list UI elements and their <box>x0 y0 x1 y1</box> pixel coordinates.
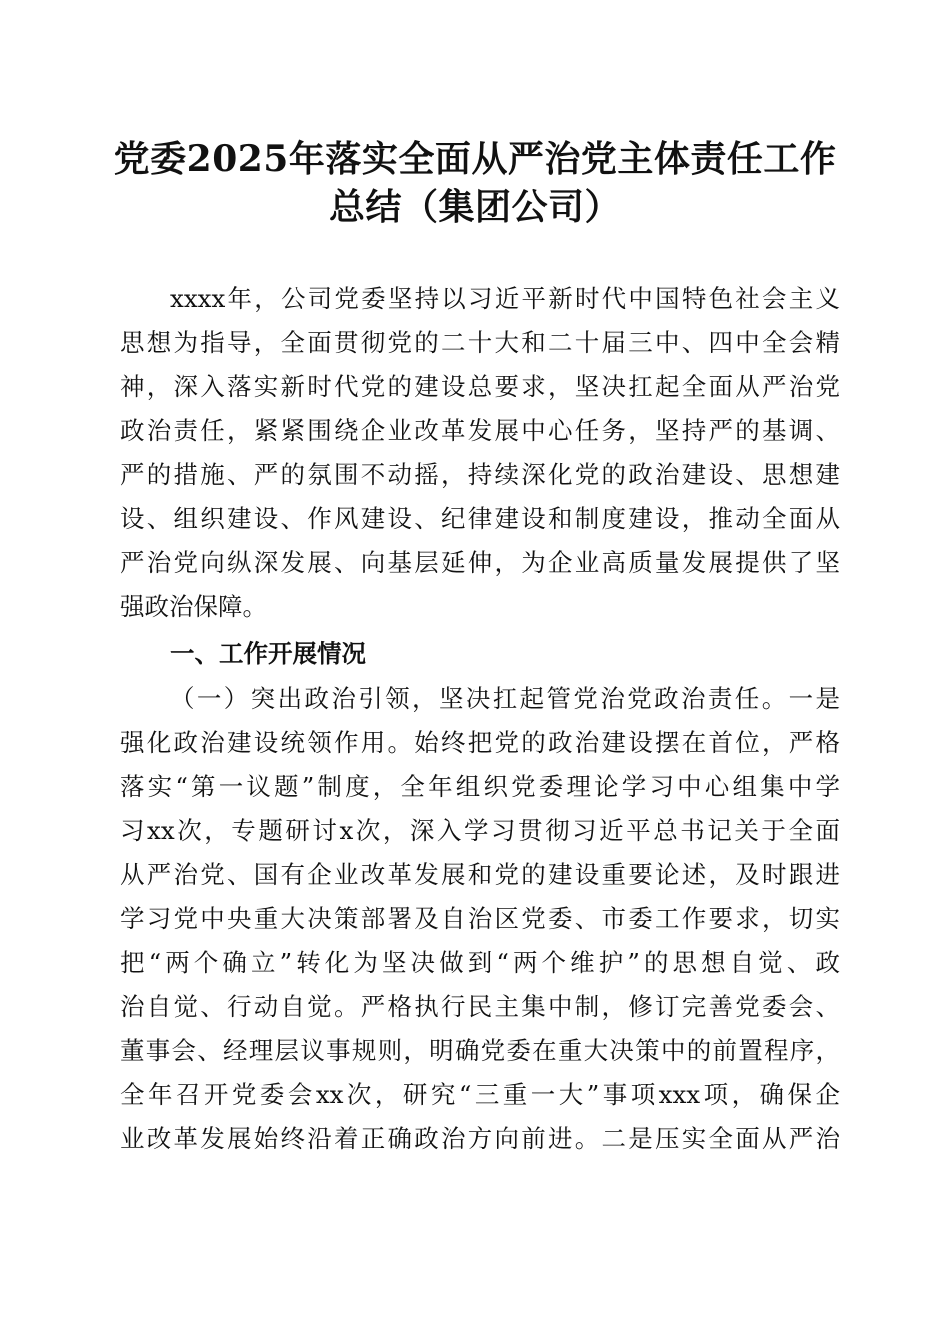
intro-line: 政治责任，紧紧围绕企业改革发展中心任务，坚持严的基调、 <box>120 416 840 445</box>
body-line: 强化政治建设统领作用。始终把党的政治建设摆在首位，严格 <box>120 728 840 757</box>
body-line: 落实“第一议题”制度，全年组织党委理论学习中心组集中学 <box>120 772 840 801</box>
intro-line: xxxx年，公司党委坚持以习近平新时代中国特色社会主义 <box>170 284 840 313</box>
body-line: 董事会、经理层议事规则，明确党委在重大决策中的前置程序， <box>120 1036 840 1065</box>
intro-line: 严治党向纵深发展、向基层延伸，为企业高质量发展提供了坚 <box>120 548 840 577</box>
body-line: 业改革发展始终沿着正确政治方向前进。二是压实全面从严治 <box>120 1124 840 1153</box>
body-line: 习xx次，专题研讨x次，深入学习贯彻习近平总书记关于全面 <box>120 816 840 845</box>
section-heading: 一、工作开展情况 <box>170 639 366 668</box>
intro-line: 思想为指导，全面贯彻党的二十大和二十届三中、四中全会精 <box>120 328 840 357</box>
intro-line: 设、组织建设、作风建设、纪律建设和制度建设，推动全面从 <box>120 504 840 533</box>
body-line: （一）突出政治引领，坚决扛起管党治党政治责任。一是 <box>170 684 840 713</box>
body-line: 全年召开党委会xx次，研究“三重一大”事项xxx项，确保企 <box>120 1080 840 1109</box>
intro-line: 神，深入落实新时代党的建设总要求，坚决扛起全面从严治党 <box>120 372 840 401</box>
body-line: 学习党中央重大决策部署及自治区党委、市委工作要求，切实 <box>120 904 840 933</box>
intro-line: 严的措施、严的氛围不动摇，持续深化党的政治建设、思想建 <box>120 460 840 489</box>
body-line: 从严治党、国有企业改革发展和党的建设重要论述，及时跟进 <box>120 860 840 889</box>
body-line: 治自觉、行动自觉。严格执行民主集中制，修订完善党委会、 <box>120 992 840 1021</box>
intro-line: 强政治保障。 <box>120 592 267 621</box>
document-title-line-1: 党委2025年落实全面从严治党主体责任工作 <box>113 138 837 180</box>
body-line: 把“两个确立”转化为坚决做到“两个维护”的思想自觉、政 <box>120 948 840 977</box>
document-title-line-2: 总结（集团公司） <box>328 186 621 228</box>
